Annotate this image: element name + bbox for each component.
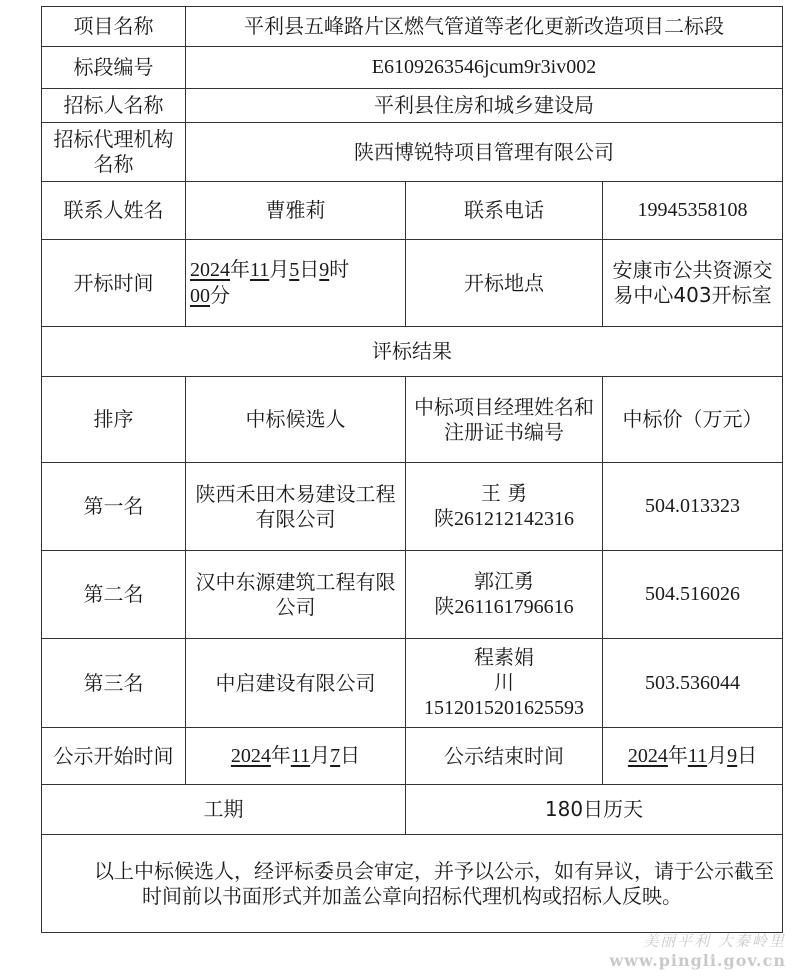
period-label: 工期 (42, 785, 406, 835)
project-label: 项目名称 (42, 7, 186, 47)
contact-name: 曹雅莉 (186, 182, 406, 240)
publicity-end-value: 2024年11月9日 (603, 728, 783, 785)
watermark-slogan: 美丽平利 大秦岭里 (643, 932, 786, 950)
tenderee-value: 平利县住房和城乡建设局 (186, 89, 783, 123)
section-value: E6109263546jcum9r3iv002 (186, 47, 783, 89)
candidate-cell: 中启建设有限公司 (186, 639, 406, 728)
price-cell: 503.536044 (603, 639, 783, 728)
price-cell: 504.516026 (603, 551, 783, 639)
contact-phone: 19945358108 (603, 182, 783, 240)
rank-cell: 第一名 (42, 463, 186, 551)
table-row (42, 463, 783, 551)
opening-time-value: 2024年11月5日9时 00分 (186, 240, 406, 327)
price-cell: 504.013323 (603, 463, 783, 551)
watermark-url: www.pingli.gov.cn (609, 951, 786, 970)
rank-cell: 第二名 (42, 551, 186, 639)
manager-cell: 程素娟 川 1512015201625593 (406, 639, 603, 728)
results-header-price: 中标价（万元） (603, 377, 783, 463)
period-value: 180日历天 (406, 785, 783, 835)
agent-label: 招标代理机构名称 (42, 123, 186, 182)
site-watermark (609, 930, 786, 970)
publicity-start-value: 2024年11月7日 (186, 728, 406, 785)
table-row (42, 551, 783, 639)
agent-value: 陕西博锐特项目管理有限公司 (186, 123, 783, 182)
manager-cell: 郭江勇 陕261161796616 (406, 551, 603, 639)
candidate-cell: 汉中东源建筑工程有限公司 (186, 551, 406, 639)
rank-cell: 第三名 (42, 639, 186, 728)
contact-name-label: 联系人姓名 (42, 182, 186, 240)
results-title: 评标结果 (42, 327, 783, 377)
candidate-cell: 陕西禾田木易建设工程有限公司 (186, 463, 406, 551)
opening-time-label: 开标时间 (42, 240, 186, 327)
tenderee-label: 招标人名称 (42, 89, 186, 123)
publicity-end-label: 公示结束时间 (406, 728, 603, 785)
project-value: 平利县五峰路片区燃气管道等老化更新改造项目二标段 (186, 7, 783, 47)
opening-place-label: 开标地点 (406, 240, 603, 327)
contact-phone-label: 联系电话 (406, 182, 603, 240)
bid-result-table (41, 6, 783, 933)
manager-cell: 王 勇 陕261212142316 (406, 463, 603, 551)
notice-text: 以上中标候选人，经评标委员会审定，并予以公示，如有异议，请于公示截至时间前以书面形式并加盖公章向招标代理机构或招标人反映。 (42, 835, 783, 933)
results-header-rank: 排序 (42, 377, 186, 463)
results-header-candidate: 中标候选人 (186, 377, 406, 463)
results-header-manager: 中标项目经理姓名和注册证书编号 (406, 377, 603, 463)
table-row (42, 639, 783, 728)
publicity-start-label: 公示开始时间 (42, 728, 186, 785)
section-label: 标段编号 (42, 47, 186, 89)
opening-place-value: 安康市公共资源交易中心403开标室 (603, 240, 783, 327)
